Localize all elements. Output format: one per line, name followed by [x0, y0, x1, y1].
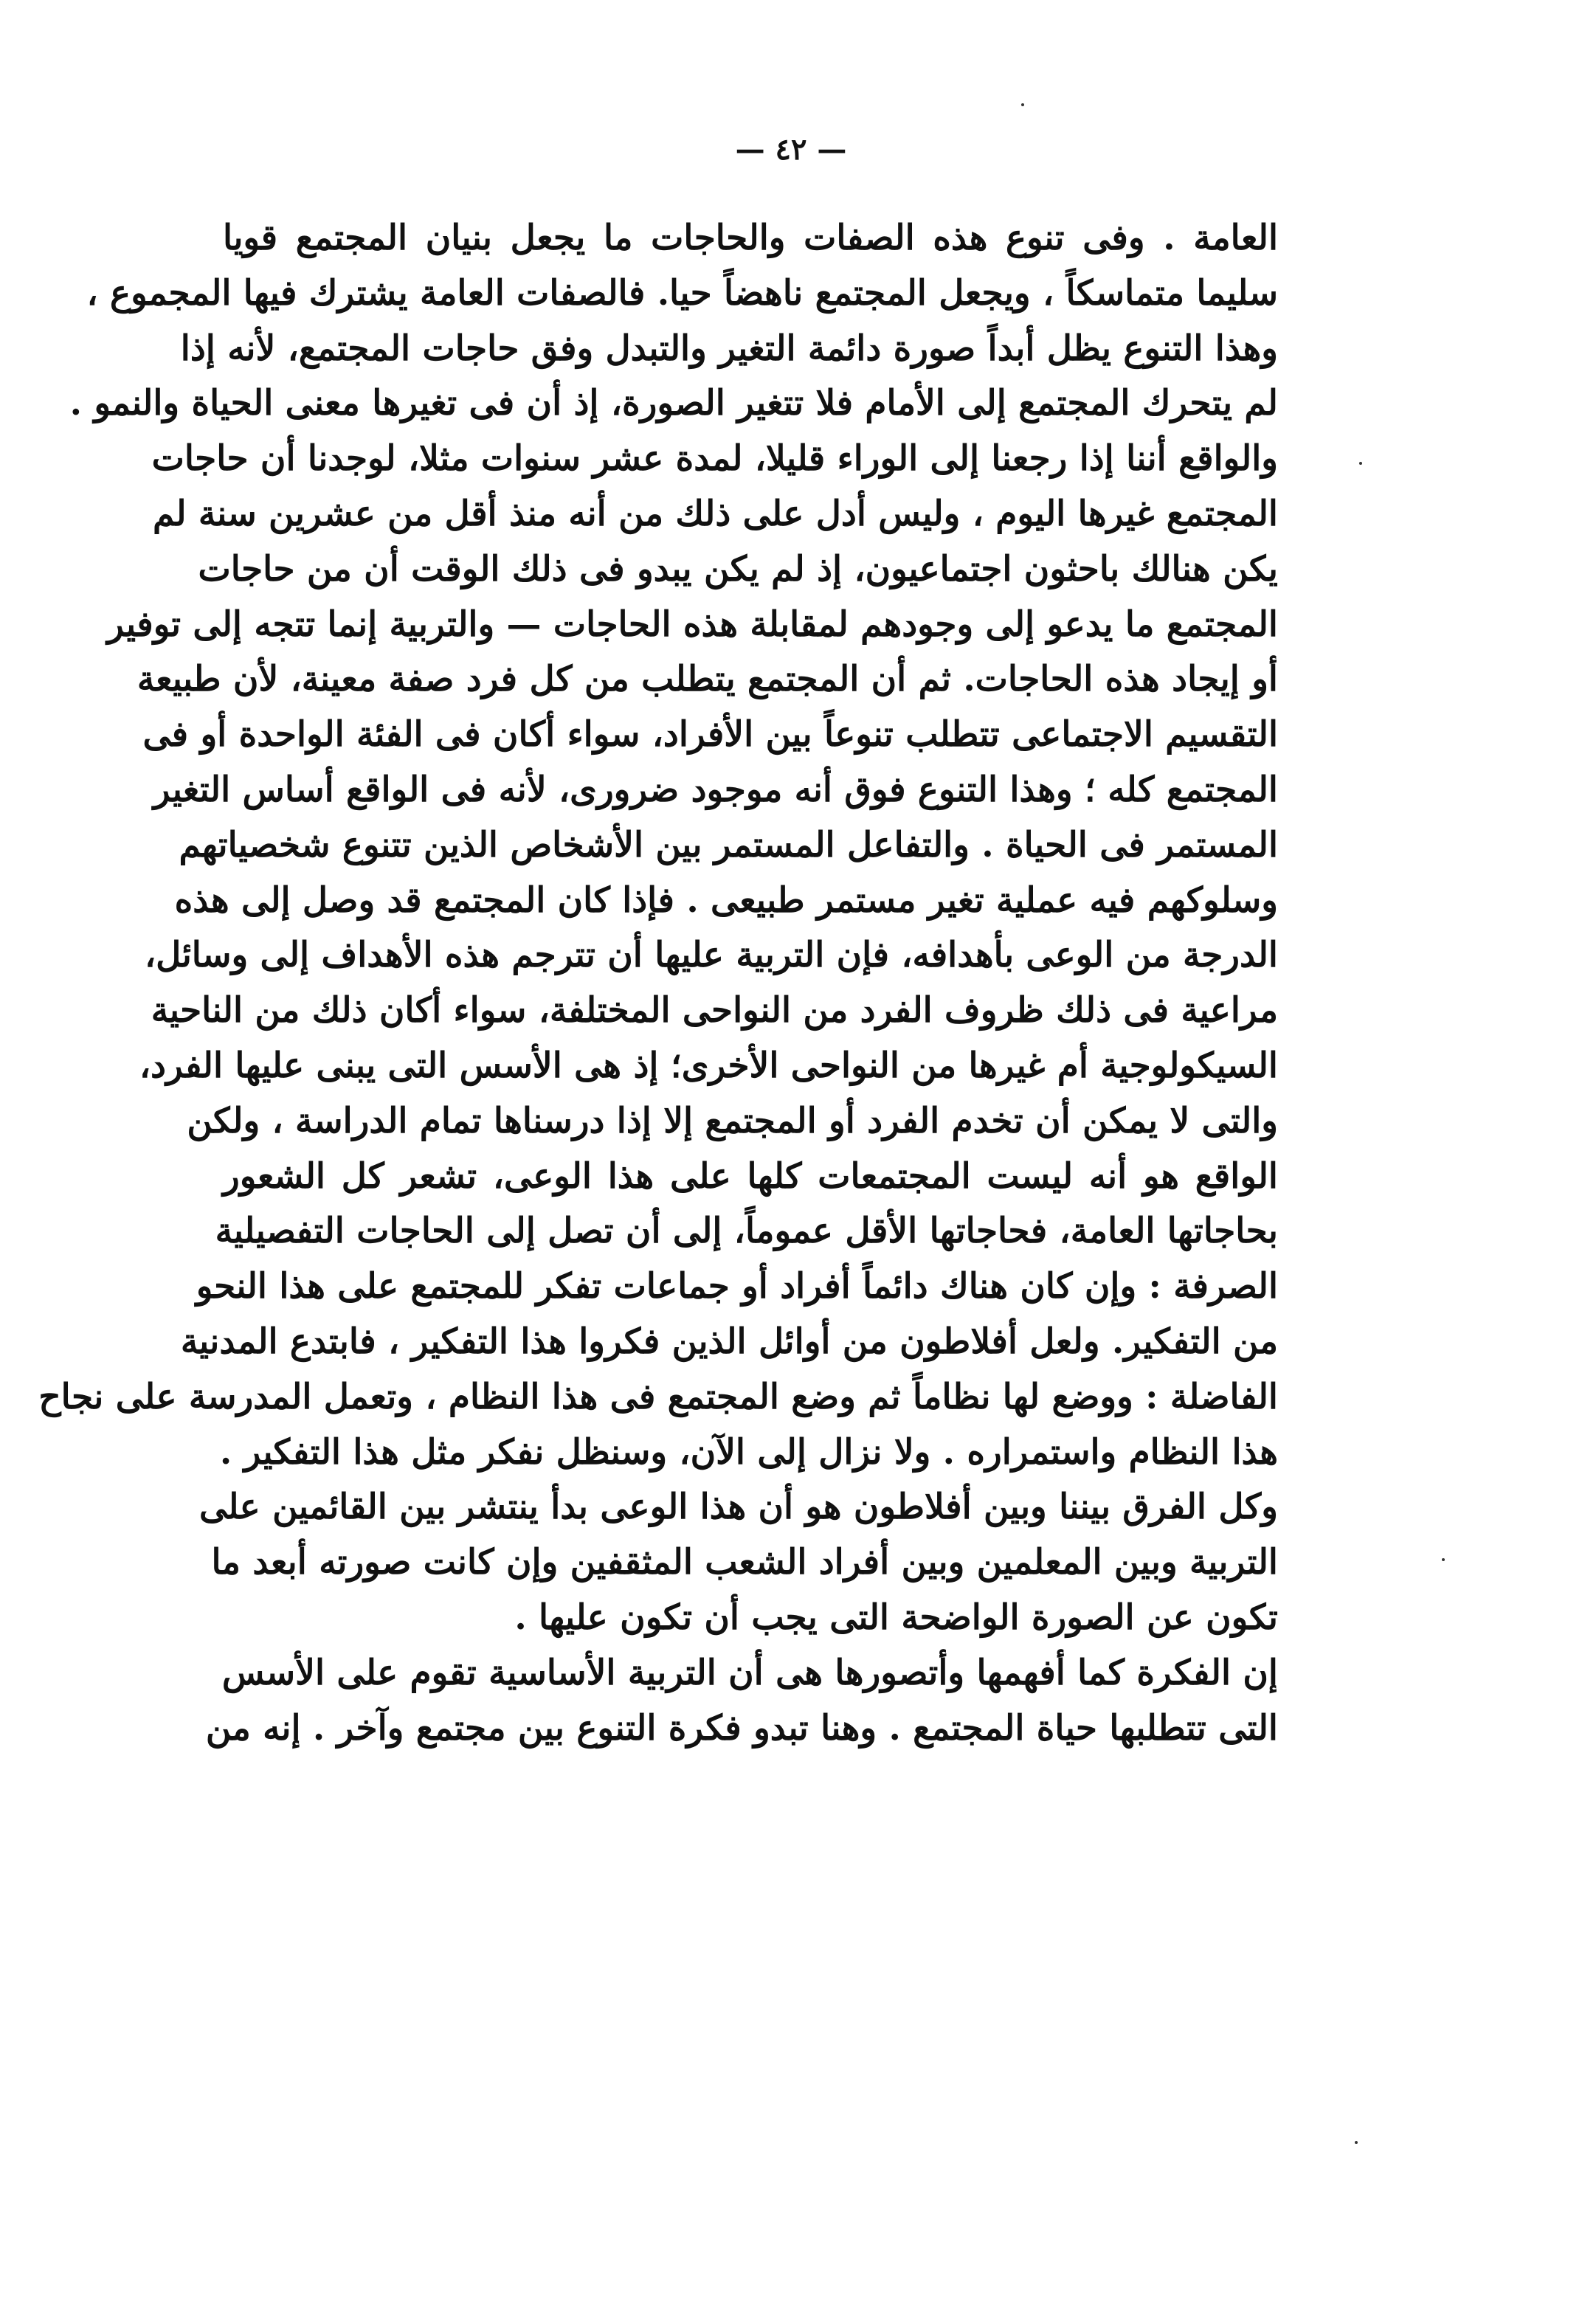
text-line: والواقع أننا إذا رجعنا إلى الوراء قليلا، لمدة عشر سنوات مثلا، لوجدنا أن حاجات — [151, 438, 1278, 480]
page-number: — ٤٢ — — [735, 132, 847, 167]
text-line: لم يتحرك المجتمع إلى الأمام فلا تتغير الصورة، إذ أن فى تغيرها معنى الحياة والنمو . — [69, 383, 1278, 424]
text-line: الدرجة من الوعى بأهدافه، فإن التربية عليها أن تترجم هذه الأهداف إلى وسائل، — [144, 935, 1278, 976]
text-line: المجتمع كله ؛ وهذا التنوع فوق أنه موجود ضرورى، لأنه فى الواقع أساس التغير — [153, 769, 1278, 810]
scan-speck — [1359, 462, 1362, 465]
scan-speck — [1021, 103, 1024, 106]
text-line: التربية وبين المعلمين وبين أفراد الشعب المثقفين وإن كانت صورته أبعد ما — [211, 1542, 1278, 1583]
text-line: المجتمع ما يدعو إلى وجودهم لمقابلة هذه الحاجات — والتربية إنما تتجه إلى توفير — [107, 604, 1278, 645]
page-body-text — [38, 211, 1278, 1756]
text-line: التقسيم الاجتماعى تتطلب تنوعاً بين الأفراد، سواء أكان فى الفئة الواحدة أو فى — [142, 714, 1278, 755]
text-line: يكن هنالك باحثون اجتماعيون، إذ لم يكن يبدو فى ذلك الوقت أن من حاجات — [198, 548, 1278, 589]
scan-speck — [1442, 1558, 1445, 1561]
text-line: العامة . وفى تنوع هذه الصفات والحاجات ما يجعل بنيان المجتمع قويا — [223, 218, 1278, 258]
text-line: مراعية فى ذلك ظروف الفرد من النواحى المختلفة، سواء أكان ذلك من الناحية — [151, 990, 1278, 1031]
text-line: الفاضلة : ووضع لها نظاماً ثم وضع المجتمع فى هذا النظام ، وتعمل المدرسة على نجاح — [38, 1376, 1278, 1417]
text-line: بحاجاتها العامة، فحاجاتها الأقل عموماً، إلى أن تصل إلى الحاجات التفصيلية — [215, 1211, 1278, 1252]
text-line: من التفكير. ولعل أفلاطون من أوائل الذين فكروا هذا التفكير ، فابتدع المدنية — [180, 1321, 1278, 1362]
text-line: سليما متماسكاً ، ويجعل المجتمع ناهضاً حيا. فالصفات العامة يشترك فيها المجموع ، — [86, 272, 1278, 314]
text-line: الواقع هو أنه ليست المجتمعات كلها على هذا الوعى، تشعر كل الشعور — [223, 1155, 1278, 1197]
text-line: وسلوكهم فيه عملية تغير مستمر طبيعى . فإذا كان المجتمع قد وصل إلى هذه — [174, 879, 1278, 921]
text-line: وكل الفرق بيننا وبين أفلاطون هو أن هذا الوعى بدأ ينتشر بين القائمين على — [198, 1487, 1278, 1528]
text-line: المستمر فى الحياة . والتفاعل المستمر بين الأشخاص الذين تتنوع شخصياتهم — [179, 824, 1278, 865]
text-line: الصرفة : وإن كان هناك دائماً أفراد أو جماعات تفكر للمجتمع على هذا النحو — [196, 1266, 1278, 1307]
text-line: السيكولوجية أم غيرها من النواحى الأخرى؛ إذ هى الأسس التى يبنى عليها الفرد، — [139, 1045, 1278, 1086]
text-line: وهذا التنوع يظل أبداً صورة دائمة التغير والتبدل وفق حاجات المجتمع، لأنه إذا — [180, 328, 1278, 369]
text-line: أو إيجاد هذه الحاجات. ثم أن المجتمع يتطلب من كل فرد صفة معينة، لأن طبيعة — [137, 659, 1278, 700]
paragraph-end-line: تكون عن الصورة الواضحة التى يجب أن تكون عليها . — [514, 1597, 1278, 1638]
text-line: التى تتطلبها حياة المجتمع . وهنا تبدو فكرة التنوع بين مجتمع وآخر . إنه من — [205, 1707, 1278, 1749]
text-line: هذا النظام واستمراره . ولا نزال إلى الآن، وسنظل نفكر مثل هذا التفكير . — [219, 1431, 1278, 1473]
text-line: إن الفكرة كما أفهمها وأتصورها هى أن التربية الأساسية تقوم على الأسس — [221, 1652, 1278, 1693]
text-line: والتى لا يمكن أن تخدم الفرد أو المجتمع إلا إذا درسناها تمام الدراسة ، ولكن — [187, 1100, 1278, 1141]
text-line: المجتمع غيرها اليوم ، وليس أدل على ذلك من أنه منذ أقل من عشرين سنة لم — [152, 493, 1278, 534]
scan-speck — [1355, 2141, 1358, 2144]
